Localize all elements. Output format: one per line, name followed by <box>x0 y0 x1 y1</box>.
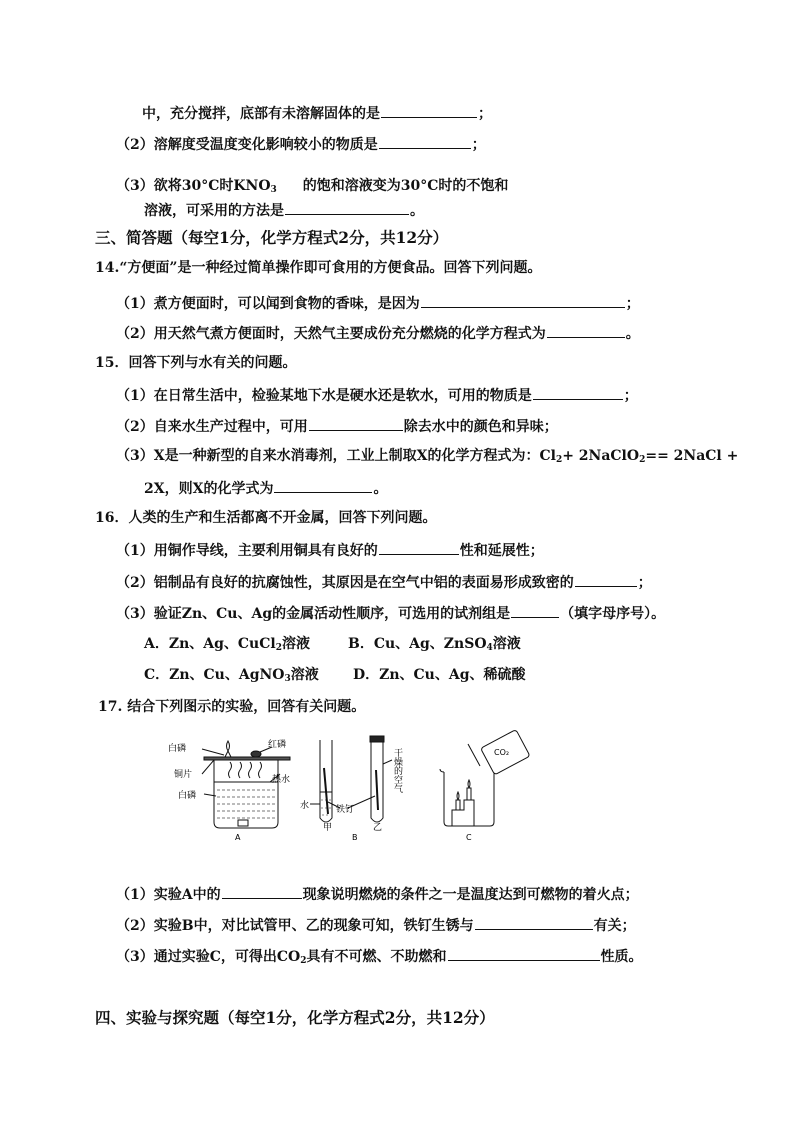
q13-line1 <box>142 102 492 124</box>
answer-blank[interactable] <box>379 539 459 555</box>
subscript: 3 <box>270 185 277 195</box>
option-text: D．Zn、Cu、Ag、稀硫酸 <box>353 667 526 683</box>
subscript: 2 <box>300 956 307 966</box>
q15-part3 <box>116 446 738 466</box>
answer-blank[interactable] <box>575 571 637 587</box>
iron-nail-yi <box>376 770 378 810</box>
label-iron-nail: 铁钉 <box>336 805 355 815</box>
q15-part3-text-a: （3）X是一种新型的自来水消毒剂，工业上制取X的化学方程式为：Cl <box>116 448 556 464</box>
q13-part3-text-b: 的饱和溶液变为30°C时的不饱和 <box>302 178 509 194</box>
punct: ； <box>478 106 492 122</box>
q15-part3-text-b: + 2NaClO <box>562 448 640 464</box>
q16-option-c[interactable] <box>144 665 319 685</box>
answer-blank[interactable] <box>309 415 403 431</box>
punct: 。 <box>410 203 424 219</box>
answer-blank[interactable] <box>381 102 477 118</box>
q17-part1-text-a: （1）实验A中的 <box>116 887 221 903</box>
label-white-phosphorus-top: 白磷 <box>168 744 187 754</box>
q16-part1 <box>116 539 544 561</box>
q17-part3-text-a: （3）通过实验C，可得出CO <box>116 949 301 965</box>
q15-part3-cont <box>144 477 387 499</box>
q17-part2 <box>116 914 636 936</box>
subscript: 3 <box>284 674 291 684</box>
q13-part3 <box>116 176 508 196</box>
q16-part3 <box>116 602 665 624</box>
q13-part2-text: （2）溶解度受温度变化影响较小的物质是 <box>116 137 378 153</box>
q14-stem: 14.“方便面”是一种经过简单操作即可食用的方便食品。回答下列问题。 <box>95 260 542 276</box>
label-c: C <box>466 833 472 842</box>
q17-part3-text-c: 性质。 <box>600 949 643 965</box>
label-co2: CO₂ <box>494 748 510 757</box>
step-stand <box>452 800 474 826</box>
punct: ； <box>625 296 640 312</box>
option-text: 溶液 <box>492 636 521 652</box>
q15-part3-text-d: 2X，则X的化学式为 <box>144 481 274 497</box>
q15-stem: 15．回答下列与水有关的问题。 <box>95 355 297 371</box>
label-a: A <box>235 833 241 842</box>
q16-part3-text-b: （填字母序号）。 <box>560 606 666 622</box>
answer-blank[interactable] <box>448 945 600 961</box>
q16-option-d[interactable] <box>353 665 526 685</box>
q13-part3-text-a: （3）欲将30°C时KNO <box>116 178 271 194</box>
q14-part1 <box>116 292 640 314</box>
q17-part3-text-b: 具有不可燃、不助燃和 <box>306 949 447 965</box>
label-water: 水 <box>300 801 310 811</box>
label-tube-yi: 乙 <box>373 823 383 833</box>
punct: ； <box>471 137 486 153</box>
q14-part2 <box>116 322 640 344</box>
q17-part2-text-a: （2）实验B中，对比试管甲、乙的现象可知，铁钉生锈与 <box>116 918 474 934</box>
flame-icon <box>457 792 459 800</box>
q16-part2 <box>116 571 652 593</box>
q17-part3 <box>116 945 643 967</box>
q15-part3-text-c: == 2NaCl + <box>645 448 739 464</box>
q16-part1-text-a: （1）用铜作导线，主要利用铜具有良好的 <box>116 543 378 559</box>
answer-blank[interactable] <box>379 133 471 149</box>
apparatus-c <box>440 730 530 826</box>
q17-part2-text-b: 有关； <box>593 918 636 934</box>
q15-part1 <box>116 384 638 406</box>
stopper <box>370 736 384 742</box>
q13-part2 <box>116 133 486 155</box>
option-text: B．Cu、Ag、ZnSO <box>348 636 487 652</box>
q15-part1-text: （1）在日常生活中，检验某地下水是硬水还是软水，可用的物质是 <box>116 388 532 404</box>
section4-title: 四、实验与探究题（每空1分，化学方程式2分，共12分） <box>95 1008 495 1027</box>
subscript: 2 <box>275 643 282 653</box>
glass-plate <box>468 744 480 766</box>
option-text: A．Zn、Ag、CuCl <box>144 636 276 652</box>
punct: 。 <box>373 481 388 497</box>
label-tube-jia: 甲 <box>323 823 333 833</box>
q13-part3-cont <box>144 199 424 221</box>
q15-part2-text-b: 除去水中的颜色和异味； <box>403 419 558 435</box>
label-red-phosphorus: 红磷 <box>268 740 287 750</box>
answer-blank[interactable] <box>475 914 593 930</box>
q17-stem: 17. 结合下列图示的实验，回答有关问题。 <box>98 699 366 715</box>
subscript: 2 <box>555 455 563 465</box>
q15-part2-text-a: （2）自来水生产过程中，可用 <box>116 419 308 435</box>
iron-nail-jia <box>324 768 328 814</box>
q16-option-a[interactable] <box>144 634 310 654</box>
q16-part2-text: （2）铝制品有良好的抗腐蚀性，其原因是在空气中铝的表面易形成致密的 <box>116 575 574 591</box>
red-phosphorus <box>251 751 261 757</box>
flame-icon <box>468 780 470 788</box>
punct: ； <box>623 388 638 404</box>
section3-title: 三、简答题（每空1分，化学方程式2分，共12分） <box>95 228 449 247</box>
subscript: 2 <box>639 455 646 465</box>
candle-low <box>456 800 460 810</box>
q14-part2-text: （2）用天然气煮方便面时，天然气主要成份充分燃烧的化学方程式为 <box>116 326 546 342</box>
option-text: 溶液 <box>281 636 310 652</box>
steam <box>229 762 232 778</box>
label-white-phosphorus-bottom: 白磷 <box>178 791 197 801</box>
answer-blank[interactable] <box>222 883 302 899</box>
label-copper-plate: 铜片 <box>174 770 193 780</box>
q16-part1-text-b: 性和延展性； <box>459 543 544 559</box>
answer-blank[interactable] <box>421 292 625 308</box>
answer-blank[interactable] <box>547 322 625 338</box>
option-text: C．Zn、Cu、AgNO <box>144 667 285 683</box>
q13-part3-text-c: 溶液，可采用的方法是 <box>144 203 284 219</box>
punct: ； <box>637 575 652 591</box>
answer-blank[interactable] <box>274 477 372 493</box>
label-b: B <box>352 833 358 842</box>
answer-blank[interactable] <box>533 384 623 400</box>
candle-high <box>467 788 471 800</box>
option-text: 溶液 <box>290 667 319 683</box>
answer-blank[interactable] <box>285 199 409 215</box>
copper-plate <box>204 757 290 760</box>
label-hot-water: 热水 <box>272 775 291 785</box>
experiment-figure <box>168 730 540 842</box>
white-phosphorus-underwater <box>238 820 248 826</box>
q17-part1-text-b: 现象说明燃烧的条件之一是温度达到可燃物的着火点； <box>302 887 639 903</box>
answer-blank[interactable] <box>511 602 559 618</box>
flame-icon <box>227 741 230 751</box>
q16-stem: 16．人类的生产和生活都离不开金属，回答下列问题。 <box>95 510 437 526</box>
q17-part1 <box>116 883 639 905</box>
q14-part1-text: （1）煮方便面时，可以闻到食物的香味，是因为 <box>116 296 420 312</box>
label-dry-air: 干燥的空气 <box>392 748 402 793</box>
punct: 。 <box>625 326 640 342</box>
q15-part2 <box>116 415 558 437</box>
subscript: 4 <box>486 643 493 653</box>
q16-option-b[interactable] <box>348 634 521 654</box>
q16-part3-text-a: （3）验证Zn、Cu、Ag的金属活动性顺序，可选用的试剂组是 <box>116 606 511 622</box>
q13-line1-text: 中，充分搅拌，底部有未溶解固体的是 <box>142 106 380 122</box>
